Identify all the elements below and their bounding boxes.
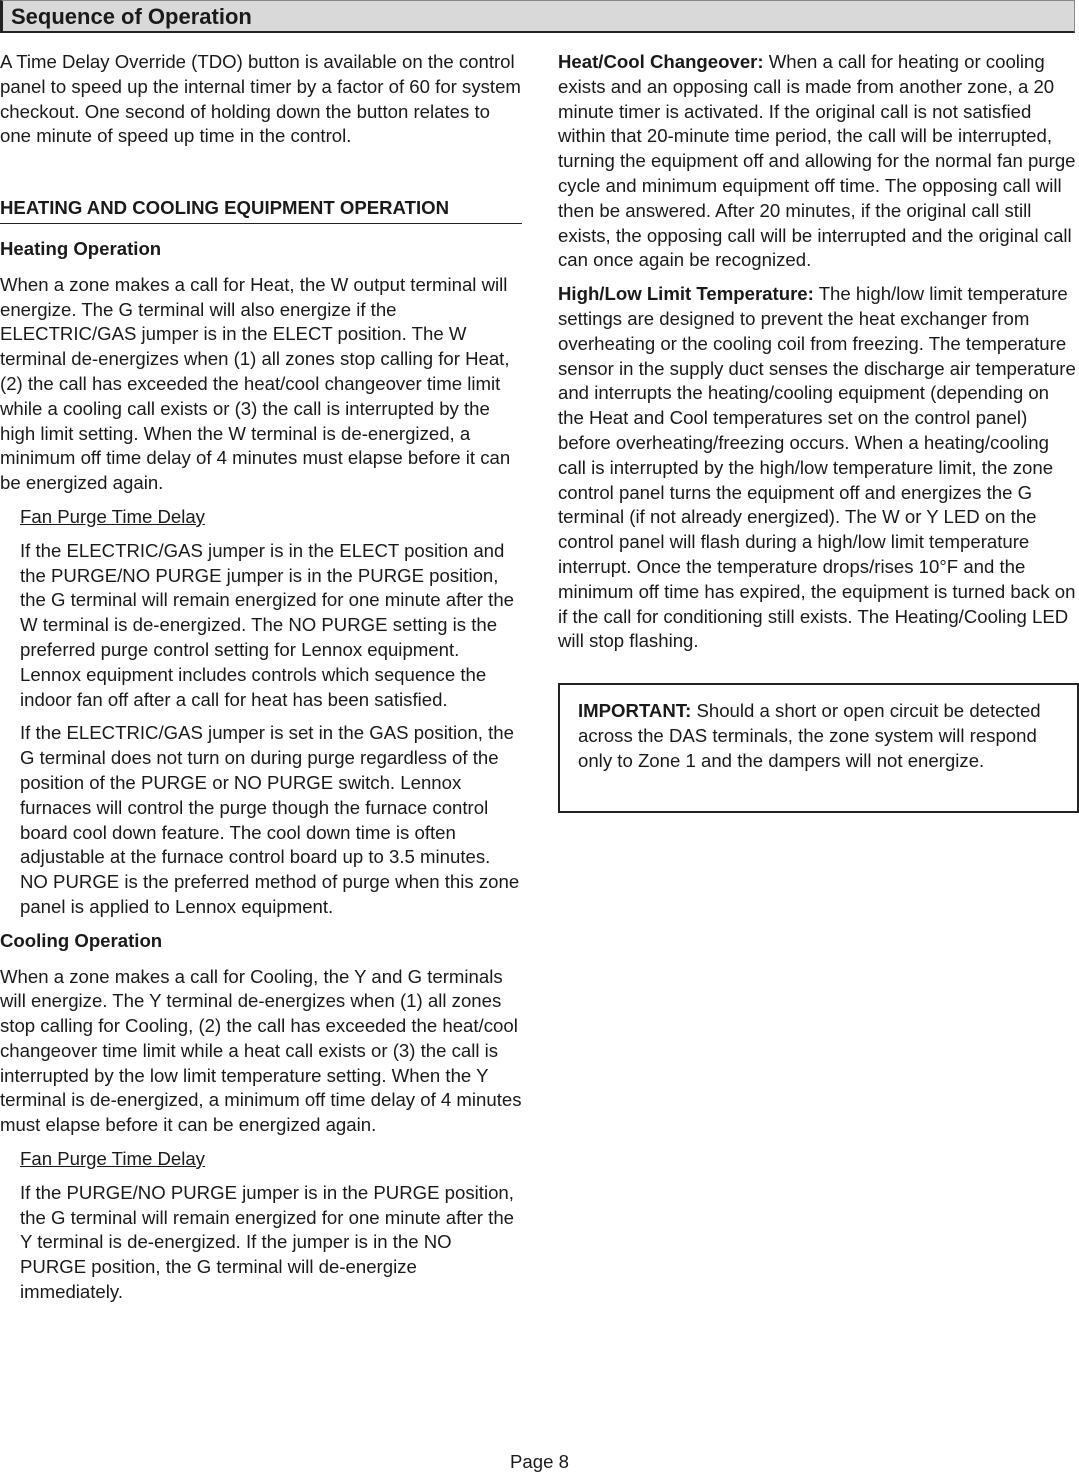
left-column <box>0 50 522 1314</box>
section-header-bar <box>0 0 1075 33</box>
page-title: Sequence of Operation <box>11 4 252 29</box>
intro-paragraph: A Time Delay Override (TDO) button is available on the control panel to speed up the internal timer by a factor of 60 for system checkout. One second of holding down the button relates to one minute of speed up time in the control. <box>0 51 521 147</box>
important-notice-box <box>558 683 1079 813</box>
changeover-label: Heat/Cool Changeover: <box>558 51 764 72</box>
limit-label: High/Low Limit Temperature: <box>558 283 814 305</box>
changeover-body: When a call for heating or cooling exists and an opposing call is made from another zone, a 20 minute timer is activated. If the original call is not satisfied within that 20-minute time period, the call will be interrupted, turning the equipment off and allowing for the normal fan purge cycle and minimum equipment off time. The opposing call will then be answered. After 20 minutes, if the original call still exists, the opposing call will be interrupted and the original call can once again be recognized. <box>558 51 1076 271</box>
page-number: Page 8 <box>510 1451 569 1472</box>
heating-fan-purge-p1: If the ELECTRIC/GAS jumper is in the ELECT position and the PURGE/NO PURGE jumper is in the PURGE position, the G terminal will remain energized for one minute after the W terminal is de-energized. The NO PURGE setting is the preferred purge control setting for Lennox equipment. Lennox equipment includes controls which sequence the indoor fan off after a call for heat has been satisfied. <box>20 539 515 710</box>
heating-fan-purge-p2: If the ELECTRIC/GAS jumper is set in the GAS position, the G terminal does not turn on during purge regardless of the position of the PURGE or NO PURGE switch. Lennox furnaces will control the purge though the furnace control board cool down feature. The cool down time is often adjustable at the furnace control board up to 3.5 minutes. NO PURGE is the preferred method of purge when this zone panel is applied to Lennox equipment. <box>20 722 520 917</box>
cooling-heading: Cooling Operation <box>0 929 163 951</box>
limit-paragraph <box>558 282 1079 654</box>
heating-fan-purge-heading: Fan Purge Time Delay <box>20 505 205 527</box>
important-body: Should a short or open circuit be detected across the DAS terminals, the zone system will respond only to Zone 1 and the dampers will not energize. <box>578 700 1041 771</box>
section-heading: HEATING AND COOLING EQUIPMENT OPERATION <box>0 196 522 224</box>
important-label: IMPORTANT: <box>578 700 692 722</box>
cooling-body: When a zone makes a call for Cooling, the Y and G terminals will energize. The Y terminal de-energizes when (1) all zones stop calling for Cooling, (2) the call has exceeded the heat/cool changeover time limit while a heat call exists or (3) the call is interrupted by the low limit temperature setting. When the Y terminal is de-energized, a minimum off time delay of 4 minutes must elapse before it can be energized again. <box>0 965 522 1136</box>
cooling-fan-purge-p1: If the PURGE/NO PURGE jumper is in the PURGE position, the G terminal will remain energized for one minute after the Y terminal is de-energized. If the jumper is in the NO PURGE position, the G terminal will de-energize immediately. <box>20 1181 515 1303</box>
cooling-fan-purge-heading: Fan Purge Time Delay <box>20 1148 205 1170</box>
heating-heading: Heating Operation <box>0 237 162 259</box>
right-column <box>558 50 1079 813</box>
changeover-paragraph <box>558 50 1079 273</box>
limit-body: The high/low limit temperature settings are designed to prevent the heat exchanger from overheating or the cooling coil from freezing. The temperature sensor in the supply duct senses the discharge air temperature and interrupts the heating/cooling equipment (depending on the Heat and Cool temperatures set on the control panel) before overheating/freezing occurs. When a heating/cooling call is interrupted by the high/low temperature limit, the zone control panel turns the equipment off and energizes the G terminal (if not already energized). The W or Y LED on the control panel will flash during a high/low limit temperature interrupt. Once the temperature drops/rises 10°F and the minimum off time has expired, the equipment is turned back on if the call for conditioning still exists. The Heating/Cooling LED will stop flashing. <box>558 283 1076 652</box>
heating-body: When a zone makes a call for Heat, the W output terminal will energize. The G terminal will also energize if the ELECTRIC/GAS jumper is in the ELECT position. The W terminal de-energizes when (1) all zones stop calling for Heat, (2) the call has exceeded the heat/cool changeover time limit while a cooling call exists or (3) the call is interrupted by the high limit setting. When the W terminal is de-energized, a minimum off time delay of 4 minutes must elapse before it can be energized again. <box>0 273 511 494</box>
